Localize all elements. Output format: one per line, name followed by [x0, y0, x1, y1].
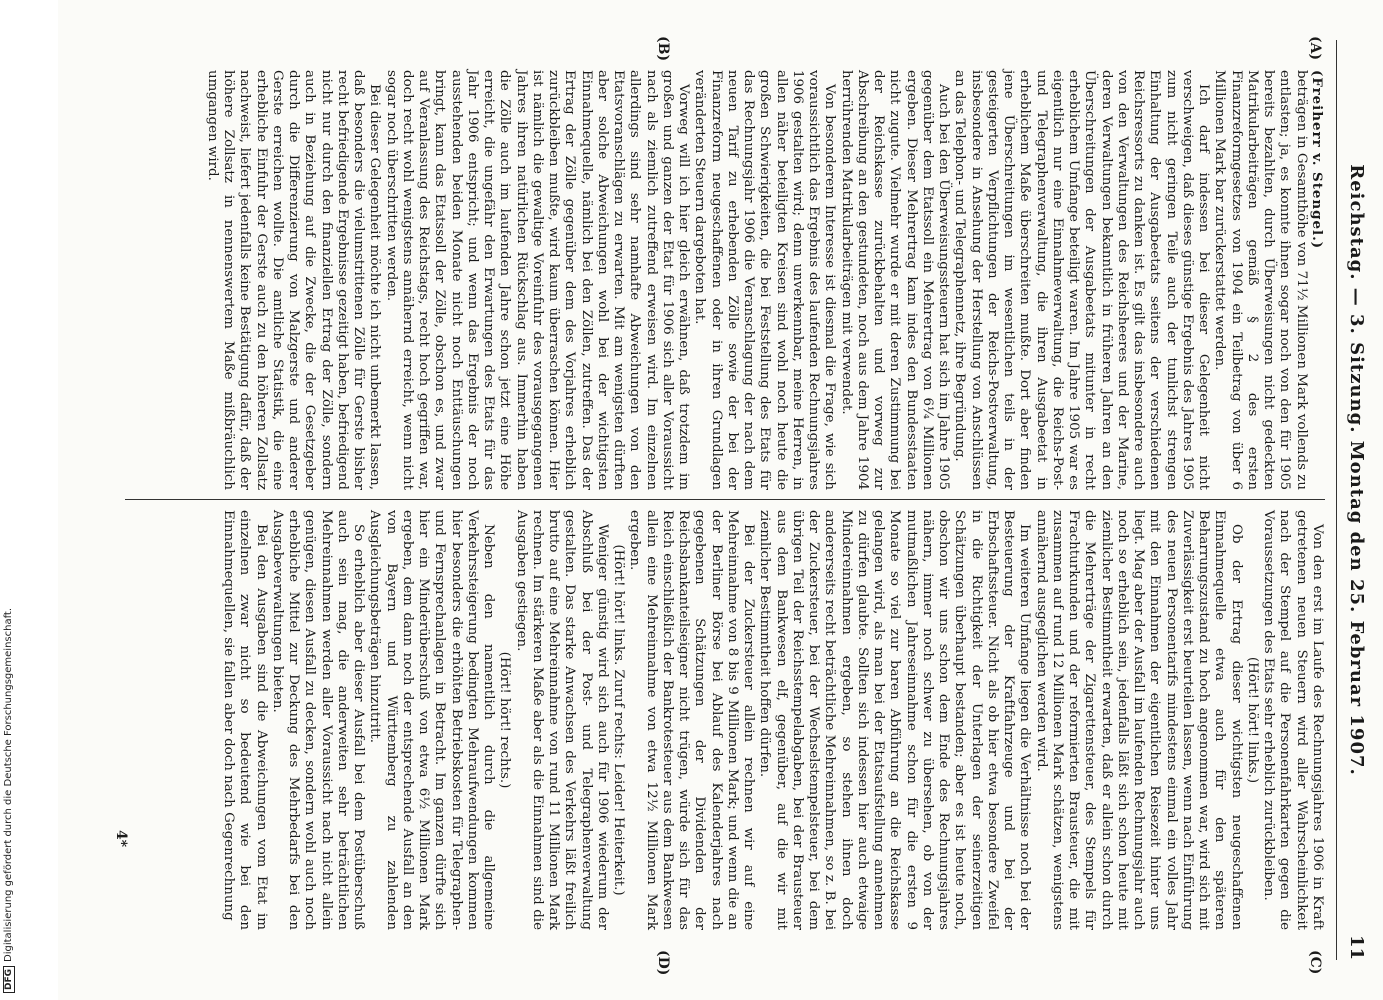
dfg-logo: DFG: [3, 966, 15, 993]
paragraph: Von den erst im Laufe des Rechnungsjahres 1906 in Kraft getretenen neuen Steuern wird aller Wahrscheinlichkeit nach der Stempel auf die Personenfahrkarten gegen die Voraussetzungen des Etats sehr erheblich zurückbleiben.: [1261, 510, 1325, 930]
interjection: (Hört! hört! links. Zuruf rechts: Leider! Heiterkeit.): [611, 544, 627, 896]
digitization-sidebar: [0, 0, 22, 1000]
paragraph: Auch bei den Überweisungssteuern hat sich im Jahre 1905 gegenüber dem Etatssoll ein Mehrertrag von 6¼ Millionen ergeben. Dieser Mehrertrag kam indes den Bundesstaaten nicht zugute. Vielmehr wurde er mit deren Zustimmung bei der Reichskasse zurückbehalten und vorweg zur Abschreibung an den gestundeten, noch aus dem Jahre 1904 herrührenden Matrikularbeiträgen mit verwendet.: [838, 70, 952, 490]
paragraph: Von besonderem Interesse ist diesmal die Frage, wie sich voraussichtlich das Ergebnis des laufenden Rechnungsjahres 1906 gestalten wird; denn unverkennbar, meine Herren, in allen näher beteiligten Kreisen sind wohl noch heute die großen Schwierigkeiten, die bei Feststellung des Etats für das Rechnungsjahr 1906 die Veranschlagung der nach dem neuen Tarif zu erhebenden Zölle sowie der bei der Finanzreform neugeschaffenen oder in ihren Grundlagen veränderten Steuern dargeboten hat.: [692, 70, 838, 490]
paragraph: Neben den namentlich durch die allgemeine Verkehrssteigerung bedingten Mehraufwendungen kommen hier besonders die erhöhten Betriebskosten für Telegraphen- und Fernsprechanlagen in Betracht. Im ganzen dürfte sich hier ein Minderüberschuß von etwa 6½ Millionen Mark ergeben, dem dann noch der entsprechende Ausfall an den von Bayern und Württemberg zu zahlenden Ausgleichungsbeträgen hinzutritt.: [367, 510, 497, 930]
paragraph: beträgen in Gesamthöhe von 71½ Millionen Mark vollends zu entlasten; ja, es konnte ihnen sogar noch von den für 1905 bereits bezahlten, durch Überweisungen nicht gedeckten Matrikularbeiträgen gemäß § 2 des ersten Finanzreformgesetzes von 1904 ein Teilbetrag von über 6 Millionen Mark bar zurückerstattet werden.: [1212, 70, 1309, 490]
header-rule: [1336, 40, 1337, 960]
paragraph: Bei dieser Gelegenheit möchte ich nicht unbemerkt lassen, daß besonders die vielumstrittenen Zölle für Gerste bisher recht befriedigende Ergebnisse gezeitigt haben, befriedigend nicht nur durch den finanziellen Ertrag der Zölle, sondern auch in Beziehung auf die Zwecke, die der Gesetzgeber durch die Differenzierung von Malzgerste und anderer Gerste erreichen wollte. Die amtliche Statistik, die eine erhebliche Einfuhr der Gerste auch zu den höheren Zollsatz nachweist, liefert jedenfalls keine Bestätigung dafür, daß der höhere Zollsatz in nennenswertem Maße mißbräuchlich umgangen wird.: [205, 70, 383, 490]
running-title: Reichstag. — 3. Sitzung. Montag den 25. Februar 1907.: [1346, 164, 1367, 776]
page-number: 11: [1346, 934, 1367, 960]
paragraph: Vorweg will ich hier gleich erwähnen, daß trotzdem im großen und ganzen der Etat für 1906 sich aller Voraussicht nach als ziemlich zutreffend erweisen wird. Im einzelnen allerdings sind sehr namhafte Abweichungen von den Etatsvoranschlägen zu erwarten. Mit am wenigsten dürften aber solche Abweichungen wohl bei der wichtigsten Einnahmequelle, nämlich bei den Zöllen, zutreffen. Das der Ertrag der Zölle gegenüber dem des Vorjahres erheblich zurückbleiben mußte, wird kaum überraschen können. Hier ist nämlich die gewaltige Voreinfuhr des vorausgegangenen Jahres ihren natürlichen Rückschlag aus. Immerhin haben die Zölle auch im laufenden Jahre schon jetzt eine Höhe erreicht, die ungefähr den Erwartungen des Etats für das Jahr 1906 entspricht; und wenn das Ergebnis der noch ausstehenden beiden Monate nicht noch Enttäuschungen bringt, kann das Etatssoll der Zölle, obschon es, und zwar auf Veranlassung des Reichstags, recht hoch gegriffen war, doch recht wohl wenigstens annähernd erreicht, wenn nicht sogar noch überschritten werden.: [383, 70, 692, 490]
digitization-credit-text: Digitalisierung gefördert durch die Deutsche Forschungsgemeinschaft.: [3, 607, 14, 962]
margin-marker-d: (D): [655, 950, 671, 976]
margin-marker-b: (B): [655, 36, 671, 62]
running-header: [1341, 40, 1367, 960]
left-column: [204, 70, 1325, 490]
margin-marker-a: (A): [1307, 36, 1323, 61]
scanned-page: [58, 0, 1383, 1000]
digitization-credit: [3, 608, 15, 993]
rotated-page-content: [58, 0, 1383, 1000]
paragraph: Im weiteren Umfange liegen die Verhältnisse noch bei der Besteuerung der Kraftfahrzeuge und bei der Erbschaftssteuer. Nicht als ob hier etwa besondere Zweifel in die Richtigkeit der Unterlagen der seinerzeitigen Schätzungen überhaupt bestanden; aber es ist heute noch, obschon wir uns schon dem Ende des Rechnungsjahres nähern, immer noch schwer zu übersehen, ob von der mutmaßlichen Jahreseinnahme schon für die ersten 9 Monate so viel zur baren Abführung an die Reichskasse gelangen wird, als man bei der Etatsaufstellung annehmen zu dürfen glaubte. Sollten sich indessen hier auch etwaige Mindereinnahmen ergeben, so stehen ihnen doch andererseits recht beträchtliche Mehreinnahmen, so z. B. bei der Zuckersteuer, bei der Wechselstempelsteuer, bei dem übrigen Teil der Reichsstempelabgaben, bei der Brausteuer aus dem Bankwesen elf, gegenüber, auf die wir mit ziemlicher Bestimmtheit hoffen dürfen.: [757, 510, 1033, 930]
paragraph: Weniger günstig wird sich auch für 1906 wiederum der Abschluß bei der Post- und Telegraphenverwaltung gestalten. Das starke Anwachsen des Verkehrs läßt freilich brutto auf eine Mehreinnahme von rund 11 Millionen Mark rechnen. Im stärkeren Maße aber als die Einnahmen sind die Ausgaben gestiegen.: [513, 510, 610, 930]
paragraph: So erheblich aber dieser Ausfall bei dem Postüberschuß auch sein mag, die anderweiten sehr beträchtlichen Mehreinnahmen werden aller Voraussicht nach nicht allein genügen, diesen Ausfall zu decken, sondern wohl auch noch erhebliche Mittel zur Deckung des Mehrbedarfs bei den Ausgabeverwaltungen bieten.: [270, 510, 367, 930]
paragraph: Ich darf indessen bei dieser Gelegenheit nicht verschweigen, daß dieses günstige Ergebnis des Jahres 1905 zum nicht geringen Teile auch der tunlichst strengen Einhaltung der Ausgabeetats seitens der verschiedenen Reichsressorts zu danken ist. Es gilt das insbesondere auch von den Verwaltungen des Reichsheeres und der Marine, deren Verwaltungen bekanntlich in früheren Jahren an den Überschreitungen der Ausgabeetats mitunter in recht erheblichem Umfange beteiligt waren. Im Jahre 1905 war es eigentlich nur eine Einnahmeverwaltung, die Reichs-Post- und Telegraphenverwaltung, die ihren Ausgabeetat in erheblichem Maße überschreiten mußte. Dort aber finden jene Überschreitungen im wesentlichen teils in der gesteigerten Verpflichtungen der Reichs-Postverwaltung, insbesondere in Ansehung der Herstellung von Anschlüssen an das Telephon- und Telegraphennetz, ihre Begründung.: [952, 70, 1212, 490]
paragraph: Bei den Ausgaben sind die Abweichungen vom Etat im einzelnen zwar nicht so bedeutend wie bei den Einnahmequellen, sie fallen aber doch nach Gegenrechnung: [221, 510, 269, 930]
margin-marker-c: (C): [1307, 950, 1323, 975]
signature-mark: 4*: [113, 830, 129, 848]
interjection: (Hört! hört! rechts.): [497, 651, 513, 789]
paragraph: Bei der Zuckersteuer allein rechnen wir auf eine Mehreinnahme von 8 bis 9 Millionen Mark; und wenn die an der Berliner Börse bei Ablauf des Kalenderjahres nach gegebenen Schätzungen der Dividenden der Reichsbankanteilseigner nicht trügen, würde sich für das Reich einschließlich der Bankrotesteuer aus dem Bankwesen allein eine Mehreinnahme von etwa 12½ Millionen Mark ergeben.: [627, 510, 757, 930]
right-column: [220, 510, 1325, 930]
paragraph: Ob der Ertrag dieser wichtigsten neugeschaffenen Einnahmequelle etwa auch für den späteren Beharrungszustand zu hoch angenommen war, wird sich mit Zuverlässigkeit erst beurteilen lassen, wenn nach Einführung des neuen Personentarifs mindestens einmal ein volles Jahr mit den Einnahmen der eigentlichen Reisezeit hinter uns liegt. Mag aber der Ausfall im laufenden Rechnungsjahr auch noch so erheblich sein, jedenfalls läßt sich schon heute mit ziemlicher Bestimmtheit erwarten, daß er allein schon durch die Mehrerträge der Zigarettensteuer, des Stempels für Frachturkunden und der reformierten Brausteuer, die mit zusammen auf rund 12 Millionen Mark schätzen, wenigstens annähernd ausgeglichen werden wird.: [1033, 510, 1244, 930]
interjection: (Hört! hört! links.): [1245, 656, 1260, 784]
speaker-name: (Freiherr v. Stengel.): [1309, 70, 1325, 250]
column-divider: [125, 499, 1325, 500]
